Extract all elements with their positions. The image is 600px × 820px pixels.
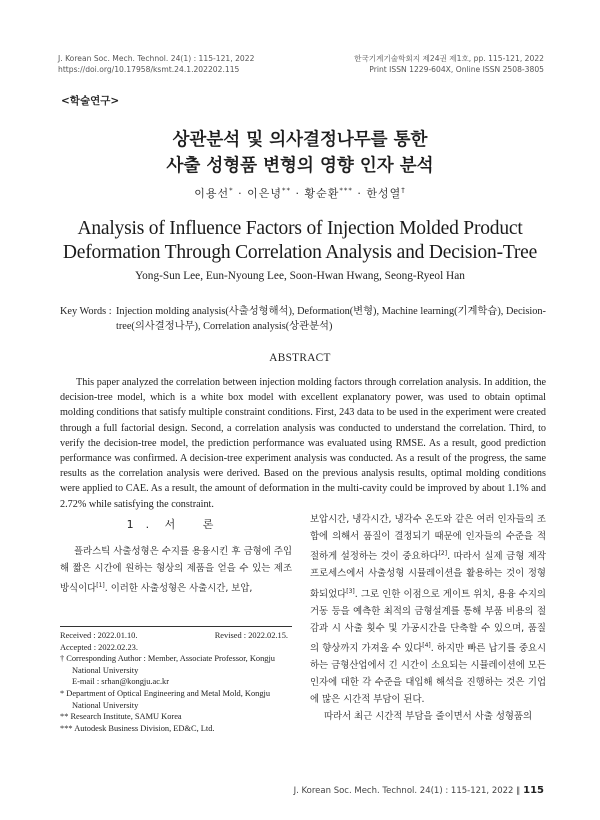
section-number: 1. [126,518,162,531]
journal-header-left [58,53,254,75]
received-date: Received : 2022.01.10. [60,631,138,640]
citation-ref[interactable]: [2] [438,550,448,558]
journal-header-right [354,53,544,75]
page-footer [294,785,544,796]
text-run: . 따라서 실제 금형 제작 프로세스에서 사출성형 시뮬레이션을 활용하는 것이 정형화되었다 [310,551,546,600]
keywords-label: Key Words : [60,306,112,317]
author-mark: * [229,186,234,195]
author-name: 한성열 [366,187,402,200]
author-email[interactable]: E-mail : srhan@kongju.ac.kr [72,677,170,687]
authors-korean: 이용선* · 이은녕** · 황순환*** · 한성열† [194,186,406,200]
title-english-line2: Deformation Through Correlation Analysis and Decision-Tree [62,242,538,263]
paragraph: 따라서 최근 시간적 부담을 줄이면서 사출 성형품의 [324,711,533,723]
affiliation-2: ** Research Institute, SAMU Korea [60,712,182,722]
citation-ref[interactable]: [1] [96,582,105,590]
author-mark: *** [339,186,353,195]
author-mark: ** [282,186,291,195]
doi-link[interactable]: https://doi.org/10.17958/ksmt.24.1.202202.115 [58,65,240,74]
received-row [60,630,292,642]
text-run: . 이러한 사출성형은 사출시간, 보압, [104,583,253,595]
text-run: . 그로 인한 이점으로 게이트 위치, 용융 수지의 거동 등을 예측한 최적의 금형설계를 통해 부품 비용의 절감과 시 사출 횟수 및 가공시간을 단축할 수 있으며, 품질의 향상까지 가져올 수 있다 [310,588,546,655]
title-korean-line2: 사출 성형품 변형의 영향 인자 분석 [166,156,434,176]
title-english-line1: Analysis of Influence Factors of Injection Molded Product [77,218,523,239]
journal-citation-ko: 한국기계기술학회지 제24권 제1호, pp. 115-121, 2022 [354,54,544,63]
citation-ref[interactable]: [4] [422,641,431,649]
accepted-date: Accepted : 2022.02.23. [60,642,138,652]
abstract-heading: ABSTRACT [269,352,331,364]
corresponding-author: † Corresponding Author : Member, Associate Professor, Kongju National University [60,654,275,675]
affiliation-3: *** Autodesk Business Division, ED&C, Ltd. [60,723,215,733]
author-name: 이은녕 [247,187,282,200]
authors-english: Yong-Sun Lee, Eun-Nyoung Lee, Soon-Hwan Hwang, Seong-Ryeol Han [135,270,465,282]
section-tag: <학술연구> [61,95,120,107]
author-name: 황순환 [304,187,340,200]
abstract-text: This paper analyzed the correlation between injection molding factors through correlation analysis. In addition, the decision-tree model, which is a white box model with excellent explanatory power, was used to obtain optimal molding conditions that satisfy multiple constraint conditions. First, 243 data to be used in the experiment were created through a full factorial design. Second, a correlation analysis was conducted to understand the correlation. Third, to verify the decision-tree model, the prediction performance was evaluated using RMSE. As a result, good prediction performance was confirmed. A decision-tree experiment analysis was conducted. As a result of the progress, the same results as the correlation analysis were derived. Based on the previous analysis results, optimal molding conditions were applied to CAE. As a result, the amount of deformation in the multi-cavity could be improved by about 1.1% and 2.72% while satisfying the constraint. [60,377,546,510]
text-run: 플라스틱 사출성형은 수지를 용융시킨 후 금형에 주입해 짧은 시간에 원하는 형상의 제품을 얻을 수 있는 제조 방식이다 [60,546,292,595]
intro-paragraph-left [60,543,292,597]
footnotes-block [60,630,292,734]
title-korean-line1: 상관분석 및 의사결정나무를 통한 [172,130,428,150]
page-number: 115 [523,785,544,796]
footer-citation: J. Korean Soc. Mech. Technol. 24(1) : 115-121, 2022 ∥ [293,786,521,796]
author-name: 이용선 [194,187,230,200]
paragraph [310,511,546,708]
footnote-divider [60,626,292,627]
intro-column-right [310,511,546,726]
author-mark: † [401,186,406,195]
journal-citation: J. Korean Soc. Mech. Technol. 24(1) : 115-121, 2022 [58,54,255,63]
citation-ref[interactable]: [3] [346,587,355,595]
text-run: 보압시간, 냉각시간, 냉각수 온도와 같은 여러 인자들의 조합에 의해서 품질이 결정되기 때문에 인자들의 수준을 적절하게 설정하는 것이 중요하다 [310,514,546,563]
text-run: . 하지만 빠른 납기를 중요시하는 금형산업에서 긴 시간이 소요되는 시뮬레이션에 모든 인자에 대한 각 수준을 대입해 해석을 진행하는 것은 기업에 많은 시간적 부담이 된다. [310,643,546,706]
section-title: 서 론 [164,518,226,531]
keywords-text: Injection molding analysis(사출성형해석), Deformation(변형), Machine learning(기계학습), Decision-tree(의사결정나무), Correlation analysis(상관분석) [116,306,546,332]
section-heading-introduction [60,516,292,532]
affiliation-1: * Department of Optical Engineering and Metal Mold, Kongju National University [60,688,271,710]
keywords-block [60,304,546,334]
issn-info: Print ISSN 1229-604X, Online ISSN 2508-3805 [369,65,544,74]
revised-date: Revised : 2022.02.15. [214,631,288,640]
